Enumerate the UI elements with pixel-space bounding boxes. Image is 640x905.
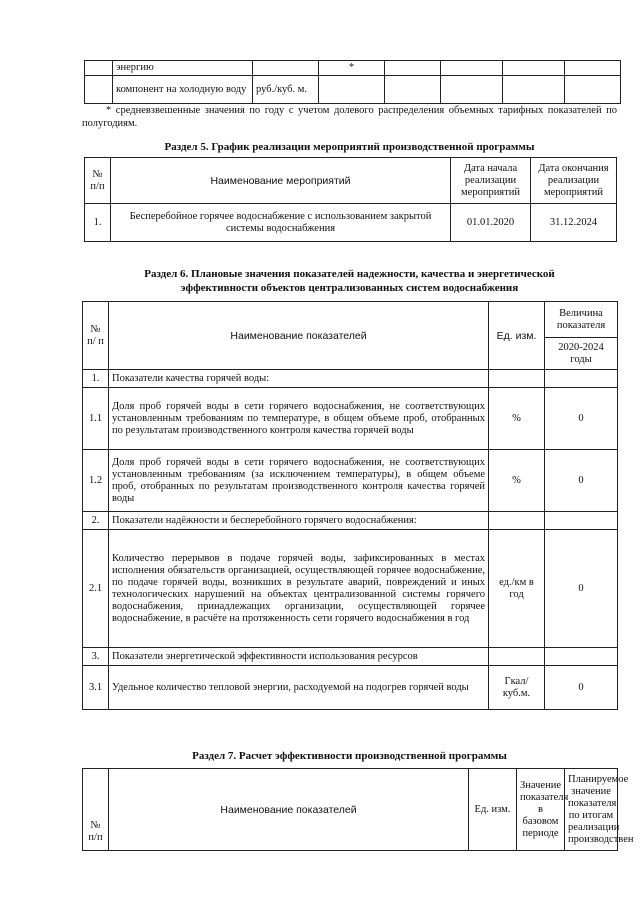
- header-end: Дата окончания реализации мероприятий: [531, 158, 617, 204]
- header-base-value: Значение показателя в базовом периоде: [517, 769, 565, 851]
- section6-title-line1: Раздел 6. Плановые значения показателей надежности, качества и энергетической: [144, 268, 555, 280]
- header-unit: Ед. изм.: [489, 302, 545, 370]
- tariff-table-fragment: [84, 60, 621, 104]
- table-header-row: [83, 769, 618, 851]
- row-text: Количество перерывов в подаче горячей воды, зафиксированных в местах исполнения обязательств организацией, осуществляющей горячее водоснабжение, по подаче горячей воды, возникших в результате аварий, повреждений и иных технологических нарушений на объектах централизованной системы горячего водоснабжения, принадлежащих организации, осуществляющей горячее водоснабжение, в расчёте на протяженность сети горячего водоснабжения в год: [109, 530, 489, 648]
- table-row: [85, 61, 621, 76]
- group-label: Показатели надёжности и бесперебойного горячего водоснабжения:: [109, 512, 489, 530]
- row-num: 1.1: [83, 388, 109, 450]
- section6-table: [82, 301, 618, 710]
- section5-table: [84, 157, 617, 242]
- header-planned-value: Планируемое значение показателя по итогам реализации производствен: [565, 769, 618, 851]
- section7-table: [82, 768, 634, 851]
- table-row: [83, 388, 618, 450]
- group-label: Показатели качества горячей воды:: [109, 370, 489, 388]
- table-row: [85, 76, 621, 104]
- header-value-group: Величина показателя: [545, 302, 618, 338]
- section7-title: Раздел 7. Расчет эффективности производственной программы: [192, 750, 507, 762]
- table-row: [83, 450, 618, 512]
- table-header-row: [85, 158, 617, 204]
- row-num: 1.: [85, 204, 111, 242]
- row-label: энергию: [113, 61, 253, 76]
- header-num: № п/п: [83, 769, 109, 851]
- table-row: [83, 530, 618, 648]
- row-value: 0: [545, 388, 618, 450]
- group-num: 2.: [83, 512, 109, 530]
- row-end-date: 31.12.2024: [531, 204, 617, 242]
- footnote-text: * средневзвешенные значения по году с учетом долевого распределения объемных тарифных показателей по полугодиям.: [82, 105, 617, 129]
- header-num: № п/п: [85, 158, 111, 204]
- group-label: Показатели энергетической эффективности использования ресурсов: [109, 648, 489, 666]
- table-row: [85, 204, 617, 242]
- row-num: 2.1: [83, 530, 109, 648]
- table-group-row: [83, 512, 618, 530]
- table-group-row: [83, 648, 618, 666]
- header-period: 2020-2024 годы: [545, 338, 618, 370]
- header-name: Наименование показателей: [109, 769, 469, 851]
- row-text: Доля проб горячей воды в сети горячего водоснабжения, не соответствующих установленным требованиям по температуре, в общем объеме проб, отобранных по результатам производственного контроля качества горячей воды: [109, 388, 489, 450]
- group-num: 1.: [83, 370, 109, 388]
- section6-title-line2: эффективности объектов централизованных систем водоснабжения: [180, 282, 519, 294]
- row-text: Доля проб горячей воды в сети горячего водоснабжения, не соответствующих установленным требованиям (за исключением температуры), в общем объеме проб, отобранных по результатам производственного контроля качества горячей воды: [109, 450, 489, 512]
- row-label: компонент на холодную воду: [113, 76, 253, 104]
- row-value: 0: [545, 450, 618, 512]
- row-start-date: 01.01.2020: [451, 204, 531, 242]
- row-unit: Гкал/куб.м.: [489, 666, 545, 710]
- section5-title: Раздел 5. График реализации мероприятий производственной программы: [164, 141, 535, 153]
- header-num: № п/ п: [83, 302, 109, 370]
- table-row: [83, 666, 618, 710]
- footnote-mark: *: [319, 61, 385, 76]
- row-unit: %: [489, 388, 545, 450]
- row-unit: %: [489, 450, 545, 512]
- header-start: Дата начала реализации мероприятий: [451, 158, 531, 204]
- row-unit: ед./км в год: [489, 530, 545, 648]
- header-name: Наименование показателей: [109, 302, 489, 370]
- unit-cell: руб./куб. м.: [253, 76, 319, 104]
- table-header-row: [83, 302, 618, 338]
- row-num: 1.2: [83, 450, 109, 512]
- row-value: 0: [545, 666, 618, 710]
- row-value: 0: [545, 530, 618, 648]
- table-group-row: [83, 370, 618, 388]
- group-num: 3.: [83, 648, 109, 666]
- row-num: 3.1: [83, 666, 109, 710]
- header-name: Наименование мероприятий: [111, 158, 451, 204]
- row-name: Бесперебойное горячее водоснабжение с использованием закрытой системы водоснабжения: [111, 204, 451, 242]
- header-unit: Ед. изм.: [469, 769, 517, 851]
- row-text: Удельное количество тепловой энергии, расходуемой на подогрев горячей воды: [109, 666, 489, 710]
